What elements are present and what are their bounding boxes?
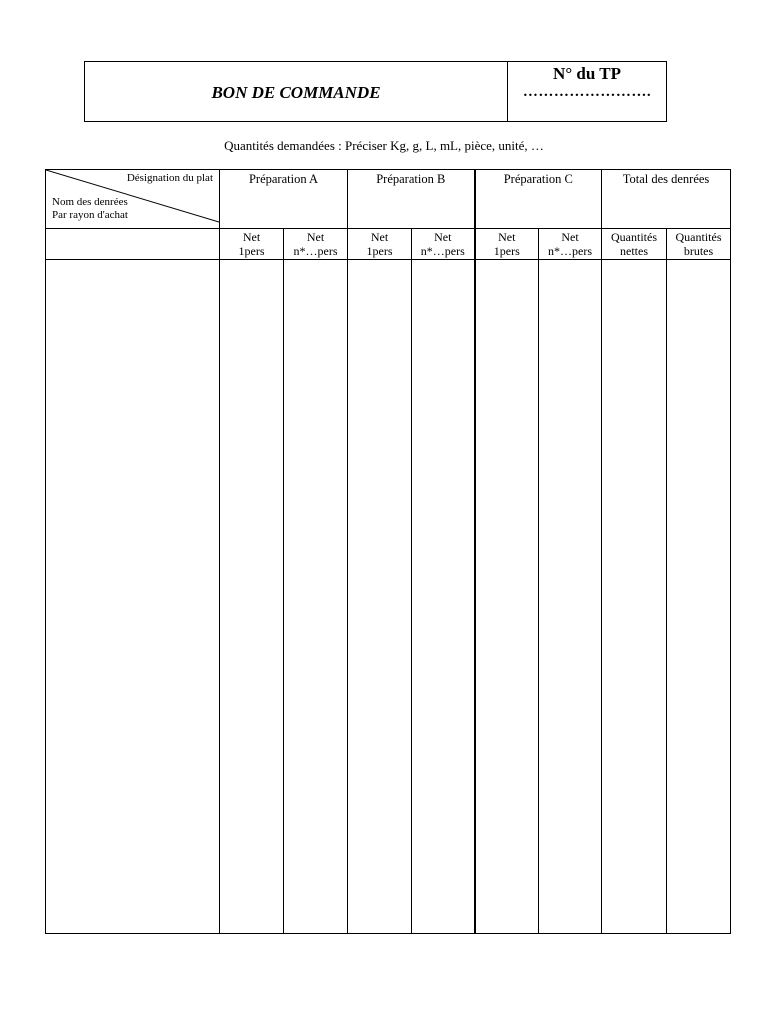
subheader-line: nettes <box>620 244 648 258</box>
header-row-subcolumns <box>46 229 731 260</box>
entry-total-net[interactable] <box>602 260 667 934</box>
tp-number-label: N° du TP <box>553 64 621 83</box>
subheader-prep-a-1pers <box>220 229 284 260</box>
subheader-line: n*…pers <box>548 244 592 258</box>
subheader-line: n*…pers <box>420 244 465 258</box>
subheader-line: n*…pers <box>293 244 338 258</box>
subheader-line: Net <box>370 230 389 244</box>
subheader-line: 1pers <box>366 244 393 258</box>
subheader-total-net <box>602 229 667 260</box>
corner-subcell <box>46 229 220 260</box>
subheader-line: brutes <box>683 244 714 258</box>
subheader-total-gross <box>667 229 731 260</box>
header-row-groups <box>46 170 731 229</box>
quantity-instructions: Quantités demandées : Préciser Kg, g, L, mL, pièce, unité, … <box>224 138 544 153</box>
entry-ingredient-column[interactable] <box>46 260 220 934</box>
entry-area-row <box>46 260 731 934</box>
subheader-line: Quantités <box>675 230 722 244</box>
subheader-line: Net <box>434 230 452 244</box>
order-table <box>45 169 731 934</box>
tp-number-field <box>508 62 666 121</box>
group-header-prep-c: Préparation C <box>475 170 602 229</box>
subheader-prep-b-1pers <box>348 229 412 260</box>
group-header-prep-b: Préparation B <box>348 170 475 229</box>
subheader-prep-a-npers <box>284 229 348 260</box>
group-header-total: Total des denrées <box>602 170 731 229</box>
ingredient-names-line2: Par rayon d'achat <box>52 209 128 221</box>
group-header-prep-a: Préparation A <box>220 170 348 229</box>
entry-prep-c-1pers[interactable] <box>475 260 539 934</box>
ingredient-names-label <box>52 196 128 222</box>
header-box <box>84 61 667 122</box>
corner-cell <box>46 170 220 229</box>
dish-designation-label: Désignation du plat <box>126 172 213 184</box>
subheader-line: Net <box>498 230 516 244</box>
entry-prep-a-npers[interactable] <box>284 260 348 934</box>
ingredient-names-line1: Nom des denrées <box>52 196 128 208</box>
subheader-line: 1pers <box>493 244 520 258</box>
subheader-line: Net <box>561 230 579 244</box>
subheader-line: 1pers <box>238 244 265 258</box>
document-title: BON DE COMMANDE <box>85 62 508 121</box>
entry-prep-a-1pers[interactable] <box>220 260 284 934</box>
entry-prep-b-1pers[interactable] <box>348 260 412 934</box>
tp-number-blank: ……………………. <box>522 84 652 100</box>
entry-prep-c-npers[interactable] <box>539 260 602 934</box>
entry-prep-b-npers[interactable] <box>412 260 475 934</box>
subheader-line: Net <box>242 230 261 244</box>
subheader-prep-b-npers <box>412 229 475 260</box>
subheader-line: Net <box>306 230 325 244</box>
entry-total-gross[interactable] <box>667 260 731 934</box>
subheader-prep-c-1pers <box>475 229 539 260</box>
subheader-line: Quantités <box>611 230 657 244</box>
subheader-prep-c-npers <box>539 229 602 260</box>
